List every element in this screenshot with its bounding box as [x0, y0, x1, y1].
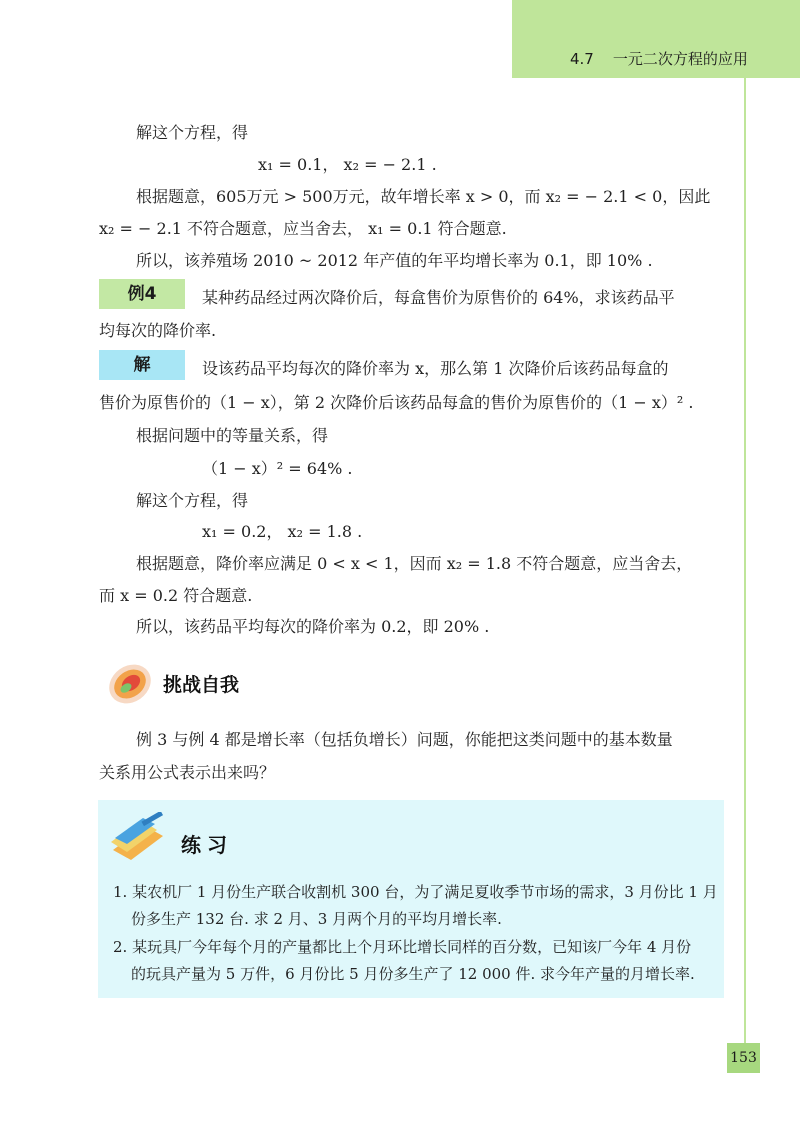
section-title: 4.7 一元二次方程的应用	[570, 50, 748, 68]
practice-item: 2. 某玩具厂今年每个月的产量都比上个月环比增长同样的百分数，已知该厂今年 4 月份	[113, 938, 692, 956]
body-line: 根据问题中的等量关系，得	[136, 426, 329, 445]
challenge-text: 例 3 与例 4 都是增长率（包括负增长）问题，你能把这类问题中的基本数量	[136, 730, 673, 749]
body-line: 解这个方程，得	[136, 123, 249, 142]
margin-rule	[744, 78, 746, 1068]
solution-badge: 解	[99, 350, 185, 380]
practice-item: 1. 某农机厂 1 月份生产联合收割机 300 台，为了满足夏收季节市场的需求，3 月份比 1 月	[113, 883, 718, 901]
body-line: x₂ = − 2.1 不符合题意，应当舍去， x₁ = 0.1 符合题意.	[99, 219, 507, 238]
body-line: 所以，该养殖场 2010 ~ 2012 年产值的年平均增长率为 0.1，即 10% .	[136, 251, 653, 270]
equation-line: x₁ = 0.2， x₂ = 1.8 .	[202, 522, 363, 541]
practice-icon	[105, 812, 171, 864]
practice-title: 练习	[181, 833, 233, 857]
equation-line: （1 − x）² = 64% .	[202, 459, 353, 478]
body-line: 根据题意，降价率应满足 0 < x < 1，因而 x₂ = 1.8 不符合题意，应当舍去，	[136, 554, 693, 573]
challenge-icon	[100, 655, 156, 711]
body-line: 解这个方程，得	[136, 491, 249, 510]
solution-text: 设该药品平均每次的降价率为 x，那么第 1 次降价后该药品每盒的	[202, 359, 669, 378]
challenge-text: 关系用公式表示出来吗？	[99, 763, 276, 782]
body-line: 而 x = 0.2 符合题意.	[99, 586, 253, 605]
page-number: 153	[727, 1043, 760, 1073]
challenge-title: 挑战自我	[163, 674, 240, 696]
example-text: 均每次的降价率.	[99, 321, 217, 340]
equation-line: x₁ = 0.1， x₂ = − 2.1 .	[258, 155, 437, 174]
example-badge: 例4	[99, 279, 185, 309]
example-text: 某种药品经过两次降价后，每盒售价为原售价的 64%，求该药品平	[202, 288, 675, 307]
practice-item: 份多生产 132 台. 求 2 月、3 月两个月的平均月增长率.	[131, 910, 502, 928]
practice-item: 的玩具产量为 5 万件，6 月份比 5 月份多生产了 12 000 件. 求今年产量的月增长率.	[131, 965, 695, 983]
body-line: 所以，该药品平均每次的降价率为 0.2，即 20% .	[136, 617, 490, 636]
body-line: 根据题意，605万元 > 500万元，故年增长率 x > 0，而 x₂ = − 2.1 < 0，因此	[136, 187, 711, 206]
solution-text: 售价为原售价的（1 − x），第 2 次降价后该药品每盒的售价为原售价的（1 − x）² .	[99, 393, 694, 412]
